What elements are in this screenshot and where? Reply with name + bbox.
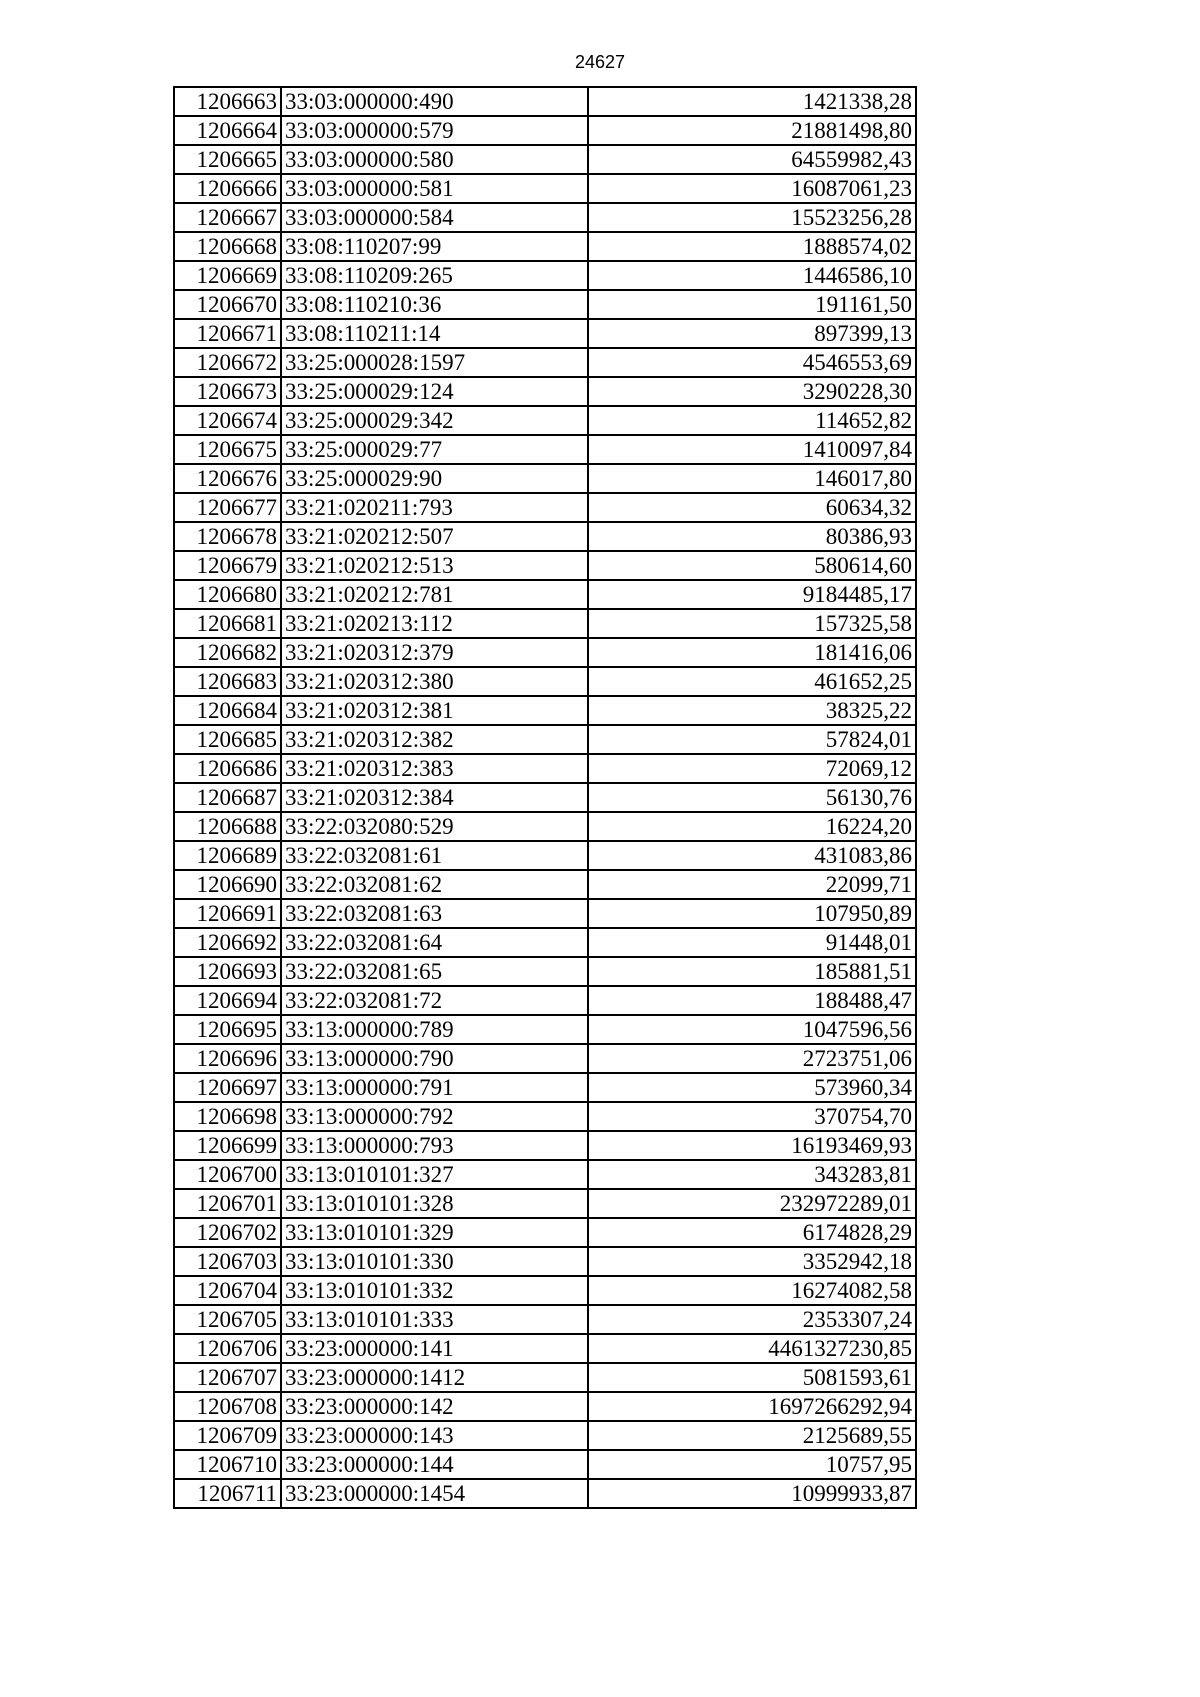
value-cell: 60634,32	[588, 493, 916, 522]
table-row	[174, 1363, 916, 1392]
table-row	[174, 957, 916, 986]
value-cell: 461652,25	[588, 667, 916, 696]
row-id-cell: 1206688	[174, 812, 281, 841]
table-row	[174, 145, 916, 174]
table-row	[174, 1392, 916, 1421]
value-cell: 9184485,17	[588, 580, 916, 609]
value-cell: 232972289,01	[588, 1189, 916, 1218]
cadastral-number-cell: 33:25:000029:342	[281, 406, 588, 435]
table-row	[174, 1102, 916, 1131]
row-id-cell: 1206679	[174, 551, 281, 580]
value-cell: 80386,93	[588, 522, 916, 551]
row-id-cell: 1206672	[174, 348, 281, 377]
table-row	[174, 116, 916, 145]
cadastral-number-cell: 33:03:000000:579	[281, 116, 588, 145]
row-id-cell: 1206697	[174, 1073, 281, 1102]
row-id-cell: 1206700	[174, 1160, 281, 1189]
value-cell: 16087061,23	[588, 174, 916, 203]
table-row	[174, 1247, 916, 1276]
table-row	[174, 812, 916, 841]
cadastral-number-cell: 33:22:032081:72	[281, 986, 588, 1015]
row-id-cell: 1206710	[174, 1450, 281, 1479]
table-row	[174, 1421, 916, 1450]
value-cell: 343283,81	[588, 1160, 916, 1189]
table-row	[174, 1334, 916, 1363]
value-cell: 431083,86	[588, 841, 916, 870]
table-row	[174, 493, 916, 522]
row-id-cell: 1206708	[174, 1392, 281, 1421]
table-row	[174, 406, 916, 435]
cadastral-number-cell: 33:22:032081:63	[281, 899, 588, 928]
value-cell: 57824,01	[588, 725, 916, 754]
value-cell: 38325,22	[588, 696, 916, 725]
value-cell: 6174828,29	[588, 1218, 916, 1247]
table-row	[174, 928, 916, 957]
row-id-cell: 1206693	[174, 957, 281, 986]
value-cell: 56130,76	[588, 783, 916, 812]
cadastral-number-cell: 33:03:000000:584	[281, 203, 588, 232]
row-id-cell: 1206706	[174, 1334, 281, 1363]
cadastral-number-cell: 33:22:032080:529	[281, 812, 588, 841]
table-row	[174, 609, 916, 638]
cadastral-number-cell: 33:23:000000:1454	[281, 1479, 588, 1508]
value-cell: 16193469,93	[588, 1131, 916, 1160]
row-id-cell: 1206671	[174, 319, 281, 348]
row-id-cell: 1206681	[174, 609, 281, 638]
cadastral-number-cell: 33:23:000000:142	[281, 1392, 588, 1421]
value-cell: 157325,58	[588, 609, 916, 638]
value-cell: 4546553,69	[588, 348, 916, 377]
row-id-cell: 1206711	[174, 1479, 281, 1508]
row-id-cell: 1206698	[174, 1102, 281, 1131]
cadastral-number-cell: 33:25:000029:90	[281, 464, 588, 493]
value-cell: 2125689,55	[588, 1421, 916, 1450]
cadastral-number-cell: 33:25:000029:124	[281, 377, 588, 406]
value-cell: 2353307,24	[588, 1305, 916, 1334]
value-cell: 3352942,18	[588, 1247, 916, 1276]
row-id-cell: 1206694	[174, 986, 281, 1015]
value-cell: 1697266292,94	[588, 1392, 916, 1421]
table-row	[174, 696, 916, 725]
table-body	[174, 87, 916, 1508]
table-row	[174, 1131, 916, 1160]
row-id-cell: 1206704	[174, 1276, 281, 1305]
table-row	[174, 1160, 916, 1189]
table-row	[174, 870, 916, 899]
value-cell: 1421338,28	[588, 87, 916, 116]
cadastral-number-cell: 33:22:032081:62	[281, 870, 588, 899]
table-row	[174, 1189, 916, 1218]
value-cell: 10999933,87	[588, 1479, 916, 1508]
table-row	[174, 580, 916, 609]
row-id-cell: 1206703	[174, 1247, 281, 1276]
table-row	[174, 464, 916, 493]
row-id-cell: 1206701	[174, 1189, 281, 1218]
cadastral-number-cell: 33:13:000000:792	[281, 1102, 588, 1131]
table-row	[174, 551, 916, 580]
value-cell: 370754,70	[588, 1102, 916, 1131]
value-cell: 2723751,06	[588, 1044, 916, 1073]
row-id-cell: 1206665	[174, 145, 281, 174]
cadastral-number-cell: 33:21:020312:384	[281, 783, 588, 812]
row-id-cell: 1206673	[174, 377, 281, 406]
cadastral-number-cell: 33:03:000000:490	[281, 87, 588, 116]
value-cell: 10757,95	[588, 1450, 916, 1479]
table-row	[174, 1276, 916, 1305]
table-row	[174, 377, 916, 406]
cadastral-number-cell: 33:21:020211:793	[281, 493, 588, 522]
table-row	[174, 232, 916, 261]
cadastral-number-cell: 33:21:020312:383	[281, 754, 588, 783]
table-row	[174, 1015, 916, 1044]
cadastral-number-cell: 33:13:000000:793	[281, 1131, 588, 1160]
value-cell: 72069,12	[588, 754, 916, 783]
row-id-cell: 1206676	[174, 464, 281, 493]
row-id-cell: 1206699	[174, 1131, 281, 1160]
table-row	[174, 1073, 916, 1102]
table-row	[174, 638, 916, 667]
row-id-cell: 1206685	[174, 725, 281, 754]
value-cell: 22099,71	[588, 870, 916, 899]
table-row	[174, 1305, 916, 1334]
table-row	[174, 1479, 916, 1508]
row-id-cell: 1206677	[174, 493, 281, 522]
cadastral-number-cell: 33:21:020213:112	[281, 609, 588, 638]
cadastral-number-cell: 33:22:032081:65	[281, 957, 588, 986]
cadastral-number-cell: 33:21:020312:380	[281, 667, 588, 696]
value-cell: 114652,82	[588, 406, 916, 435]
table-row	[174, 1218, 916, 1247]
table-row	[174, 1044, 916, 1073]
cadastral-number-cell: 33:03:000000:581	[281, 174, 588, 203]
cadastral-value-table	[173, 86, 917, 1509]
cadastral-number-cell: 33:22:032081:61	[281, 841, 588, 870]
value-cell: 146017,80	[588, 464, 916, 493]
table-row	[174, 348, 916, 377]
row-id-cell: 1206691	[174, 899, 281, 928]
table-row	[174, 435, 916, 464]
row-id-cell: 1206669	[174, 261, 281, 290]
value-cell: 16224,20	[588, 812, 916, 841]
value-cell: 897399,13	[588, 319, 916, 348]
row-id-cell: 1206707	[174, 1363, 281, 1392]
row-id-cell: 1206684	[174, 696, 281, 725]
row-id-cell: 1206690	[174, 870, 281, 899]
cadastral-number-cell: 33:13:010101:328	[281, 1189, 588, 1218]
cadastral-number-cell: 33:23:000000:144	[281, 1450, 588, 1479]
table-row	[174, 841, 916, 870]
value-cell: 185881,51	[588, 957, 916, 986]
table-row	[174, 783, 916, 812]
cadastral-number-cell: 33:21:020212:513	[281, 551, 588, 580]
row-id-cell: 1206674	[174, 406, 281, 435]
value-cell: 1047596,56	[588, 1015, 916, 1044]
row-id-cell: 1206702	[174, 1218, 281, 1247]
value-cell: 91448,01	[588, 928, 916, 957]
cadastral-number-cell: 33:25:000029:77	[281, 435, 588, 464]
value-cell: 107950,89	[588, 899, 916, 928]
cadastral-number-cell: 33:21:020312:381	[281, 696, 588, 725]
table-row	[174, 261, 916, 290]
cadastral-number-cell: 33:23:000000:141	[281, 1334, 588, 1363]
value-cell: 191161,50	[588, 290, 916, 319]
cadastral-number-cell: 33:23:000000:143	[281, 1421, 588, 1450]
value-cell: 64559982,43	[588, 145, 916, 174]
cadastral-number-cell: 33:13:000000:789	[281, 1015, 588, 1044]
cadastral-number-cell: 33:08:110207:99	[281, 232, 588, 261]
row-id-cell: 1206663	[174, 87, 281, 116]
table-row	[174, 174, 916, 203]
table-row	[174, 1450, 916, 1479]
row-id-cell: 1206670	[174, 290, 281, 319]
value-cell: 5081593,61	[588, 1363, 916, 1392]
cadastral-number-cell: 33:22:032081:64	[281, 928, 588, 957]
table-row	[174, 203, 916, 232]
row-id-cell: 1206683	[174, 667, 281, 696]
cadastral-number-cell: 33:13:010101:332	[281, 1276, 588, 1305]
page-number: 24627	[574, 52, 626, 72]
cadastral-number-cell: 33:13:000000:790	[281, 1044, 588, 1073]
value-cell: 21881498,80	[588, 116, 916, 145]
row-id-cell: 1206695	[174, 1015, 281, 1044]
value-cell: 3290228,30	[588, 377, 916, 406]
row-id-cell: 1206666	[174, 174, 281, 203]
row-id-cell: 1206680	[174, 580, 281, 609]
table-row	[174, 522, 916, 551]
cadastral-number-cell: 33:21:020312:382	[281, 725, 588, 754]
value-cell: 573960,34	[588, 1073, 916, 1102]
cadastral-number-cell: 33:21:020312:379	[281, 638, 588, 667]
value-cell: 1888574,02	[588, 232, 916, 261]
table-row	[174, 754, 916, 783]
row-id-cell: 1206668	[174, 232, 281, 261]
cadastral-number-cell: 33:25:000028:1597	[281, 348, 588, 377]
table-row	[174, 725, 916, 754]
cadastral-number-cell: 33:21:020212:507	[281, 522, 588, 551]
row-id-cell: 1206686	[174, 754, 281, 783]
value-cell: 16274082,58	[588, 1276, 916, 1305]
value-cell: 15523256,28	[588, 203, 916, 232]
table-row	[174, 319, 916, 348]
row-id-cell: 1206687	[174, 783, 281, 812]
cadastral-number-cell: 33:13:010101:327	[281, 1160, 588, 1189]
cadastral-number-cell: 33:08:110211:14	[281, 319, 588, 348]
row-id-cell: 1206667	[174, 203, 281, 232]
row-id-cell: 1206696	[174, 1044, 281, 1073]
row-id-cell: 1206709	[174, 1421, 281, 1450]
row-id-cell: 1206689	[174, 841, 281, 870]
cadastral-number-cell: 33:08:110210:36	[281, 290, 588, 319]
table-row	[174, 667, 916, 696]
table-row	[174, 899, 916, 928]
cadastral-number-cell: 33:23:000000:1412	[281, 1363, 588, 1392]
value-cell: 181416,06	[588, 638, 916, 667]
cadastral-number-cell: 33:08:110209:265	[281, 261, 588, 290]
cadastral-number-cell: 33:13:010101:333	[281, 1305, 588, 1334]
cadastral-number-cell: 33:13:010101:330	[281, 1247, 588, 1276]
table-row	[174, 87, 916, 116]
cadastral-number-cell: 33:13:010101:329	[281, 1218, 588, 1247]
row-id-cell: 1206675	[174, 435, 281, 464]
row-id-cell: 1206664	[174, 116, 281, 145]
row-id-cell: 1206678	[174, 522, 281, 551]
row-id-cell: 1206682	[174, 638, 281, 667]
value-cell: 1410097,84	[588, 435, 916, 464]
value-cell: 1446586,10	[588, 261, 916, 290]
cadastral-number-cell: 33:13:000000:791	[281, 1073, 588, 1102]
value-cell: 4461327230,85	[588, 1334, 916, 1363]
row-id-cell: 1206692	[174, 928, 281, 957]
table-row	[174, 986, 916, 1015]
cadastral-number-cell: 33:21:020212:781	[281, 580, 588, 609]
table-row	[174, 290, 916, 319]
row-id-cell: 1206705	[174, 1305, 281, 1334]
value-cell: 188488,47	[588, 986, 916, 1015]
cadastral-number-cell: 33:03:000000:580	[281, 145, 588, 174]
value-cell: 580614,60	[588, 551, 916, 580]
